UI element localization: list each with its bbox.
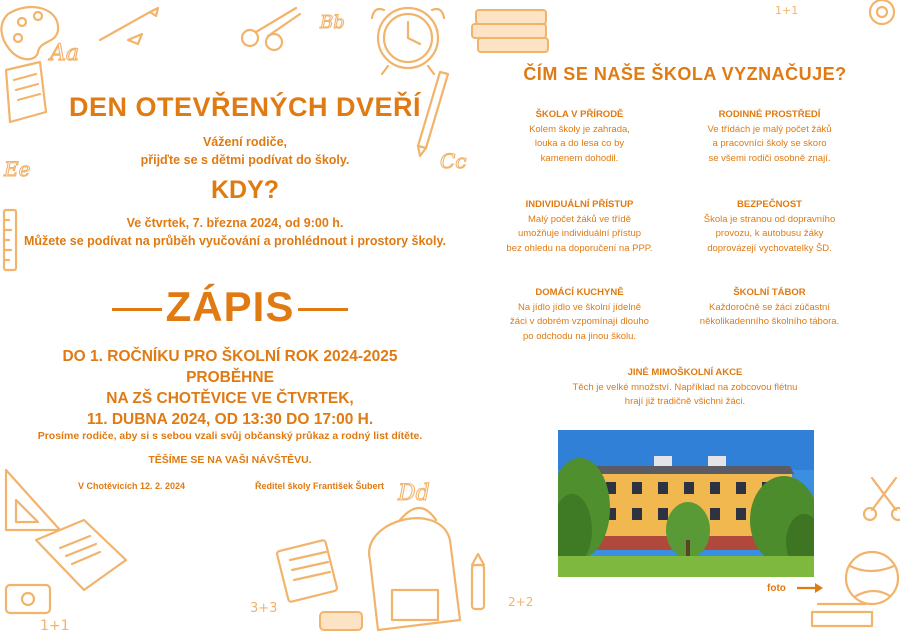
feature-kitchen [492,286,667,344]
paper-icon [276,540,337,603]
greeting-line: Vážení rodiče, [202,135,288,149]
feature-line: doprovázejí vychovatelky ŠD. [707,242,832,254]
feature-title: RODINNÉ PROSTŘEDÍ [718,109,821,120]
scissors-icon [242,8,300,50]
title-dash-right [298,308,348,311]
gear-icon [870,0,894,24]
arrow-right-icon [795,582,825,594]
feature-title: DOMÁCÍ KUCHYNĚ [535,287,624,298]
feature-line: kamenem dohodil. [540,152,619,164]
sum-2-icon [508,595,533,609]
feature-line: Malý počet žáků ve třídě [528,213,631,225]
globe-icon [846,552,898,604]
feature-line: se všemi rodiči osobně znají. [708,152,831,164]
when-date: Ve čtvrtek, 7. března 2024, od 9:00 h. [126,216,344,230]
feature-family [682,108,857,166]
feature-line: Škola je stranou od dopravního [703,213,836,225]
greeting-line: přijďte se s dětmi podívat do školy. [140,153,350,167]
features-title: ČÍM SE NAŠE ŠKOLA VYZNAČUJE? [523,64,847,84]
svg-text:1+1: 1+1 [775,4,799,17]
stapler-icon [812,604,872,626]
school-photo [558,430,814,577]
scissors-right-icon [864,478,900,520]
set-square-icon [6,470,60,530]
feature-camp [682,286,857,330]
enrolment-line: NA ZŠ CHOTĚVICE VE ČTVRTEK, [106,390,354,407]
books-icon [472,10,548,52]
feature-title: BEZPEČNOST [737,199,802,210]
feature-line: žáci v dobrém vzpomínají dlouho [510,316,649,327]
documents-request: Prosíme rodiče, aby si s sebou vzali svůj občanský průkaz a rodný list dítěte. [37,430,423,442]
svg-text:Bb: Bb [320,12,345,33]
svg-text:Dd: Dd [398,481,430,506]
enrolment-line: DO 1. ROČNÍKU PRO ŠKOLNÍ ROK 2024-2025 PROBĚHNE [62,348,398,386]
svg-text:Aa: Aa [50,41,80,66]
feature-line: Těch je velké množství. Například na zobcovou flétnu [572,381,798,393]
letters-dd-icon [397,481,430,506]
photo-label: foto [767,583,786,594]
when-description: Můžete se podívat na průběh vyučování a prohlédnout i prostory školy. [23,234,447,248]
feature-title: ŠKOLA V PŘÍRODĚ [535,109,624,120]
feature-individual [492,198,667,256]
letters-ee-icon [3,157,30,181]
sharpener-icon [6,585,50,613]
school-building-illustration [558,430,814,577]
svg-text:2+2: 2+2 [508,595,534,609]
brush-icon [100,8,158,44]
sum-3-icon [250,601,277,616]
svg-text:Cc: Cc [440,149,467,173]
ruler-icon [4,210,16,270]
feature-nature [492,108,667,166]
feature-line: Ve třídách je malý počet žáků [707,123,832,135]
enrolment-line: 11. DUBNA 2024, OD 13:30 DO 17:00 H. [86,411,374,428]
feature-safety [682,198,857,256]
feature-line: Kolem školy je zahrada, [529,123,630,135]
place-date: V Chotěvicích 12. 2. 2024 [78,481,186,491]
title-dash-left [112,308,162,311]
backpack-icon [369,508,460,630]
feature-line: Na jídlo jídlo ve školní jídelně [517,301,642,313]
letters-cc-icon [440,149,467,173]
crayon-icon [472,554,484,609]
letters-aa-icon [48,41,79,66]
feature-line: po odchodu na jinou školu. [522,330,637,342]
alarm-clock-icon [372,8,444,74]
open-day-title: DEN OTEVŘENÝCH DVEŘÍ [68,92,422,122]
when-text [20,214,450,250]
feature-line: hrají již tradičně všichni žáci. [624,396,746,407]
feature-line: a pracovníci školy se skoro [712,138,827,149]
greeting [60,133,430,169]
enrolment-title-text: ZÁPIS [165,283,295,330]
svg-text:1+1: 1+1 [40,618,70,634]
when-title: KDY? [210,176,280,204]
feature-title: ŠKOLNÍ TÁBOR [733,287,806,298]
sum-bottom-icon [40,618,70,634]
feature-line: několikadenního školního tábora. [699,316,840,327]
eraser-icon [320,612,362,630]
director-signature: Ředitel školy František Šubert [255,481,385,491]
sum-icon [775,4,798,17]
enrolment-title [120,283,340,331]
open-book-icon [6,62,46,122]
feature-title: INDIVIDUÁLNÍ PŘÍSTUP [525,199,634,210]
svg-text:3+3: 3+3 [250,601,278,616]
feature-line: umožňuje individuální přístup [517,228,642,239]
feature-line: bez ohledu na doporučení na PPP. [506,242,653,254]
enrolment-text [20,346,440,430]
feature-line: provozu, k autobusu žáky [715,228,824,239]
feature-title: JINÉ MIMOŠKOLNÍ AKCE [627,367,743,378]
looking-forward: TĚŠÍME SE NA VAŠI NÁVŠTĚVU. [148,454,312,466]
letters-bb-icon [319,12,345,33]
feature-activities [560,366,810,410]
feature-line: Každoročně se žáci zúčastní [709,301,830,313]
svg-text:Ee: Ee [4,157,31,181]
feature-line: louka a do lesa co by [534,138,625,149]
